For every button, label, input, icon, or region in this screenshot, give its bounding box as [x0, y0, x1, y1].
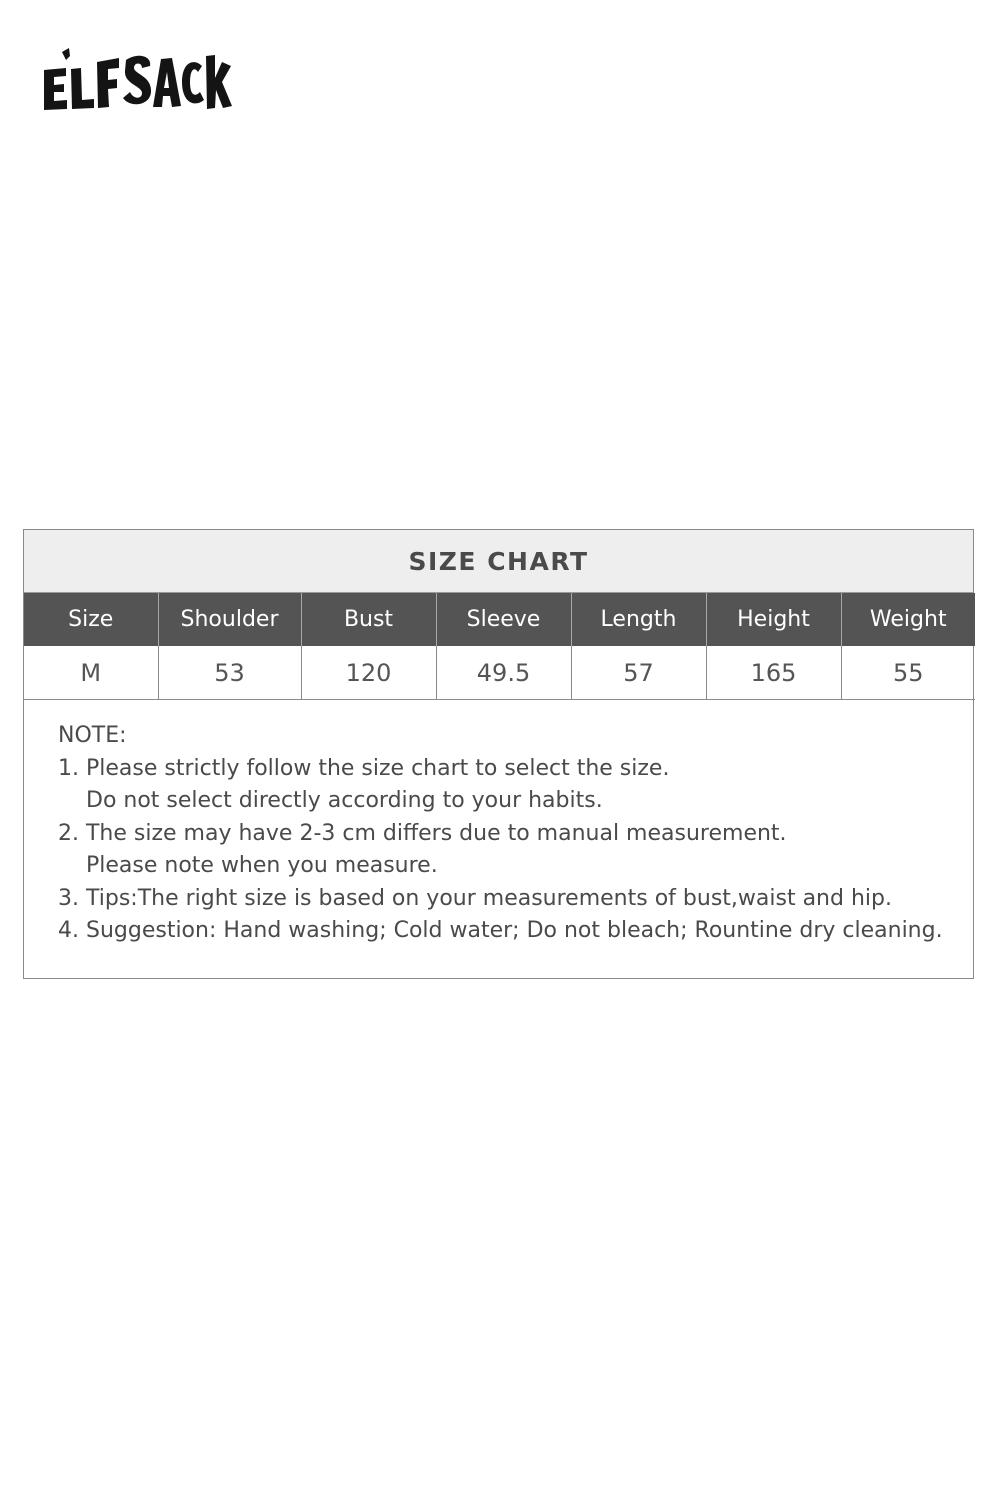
size-table — [24, 593, 975, 700]
note-line: Do not select directly according to your habits. — [86, 788, 603, 813]
cell-bust: 120 — [301, 646, 436, 700]
header-length: Length — [571, 593, 706, 646]
cell-length: 57 — [571, 646, 706, 700]
note-line: Please note when you measure. — [86, 853, 438, 878]
note-line: 4. Suggestion: Hand washing; Cold water; Do not bleach; Rountine dry cleaning. — [58, 918, 943, 943]
header-shoulder: Shoulder — [158, 593, 301, 646]
header-bust: Bust — [301, 593, 436, 646]
table-row — [24, 646, 975, 700]
elfsack-logo-icon — [42, 44, 232, 114]
header-sleeve: Sleeve — [436, 593, 571, 646]
cell-size: M — [24, 646, 158, 700]
size-chart-title: SIZE CHART — [24, 530, 973, 593]
cell-shoulder: 53 — [158, 646, 301, 700]
cell-weight: 55 — [841, 646, 975, 700]
brand-logo — [42, 44, 232, 114]
table-header-row — [24, 593, 975, 646]
note-line: 2. The size may have 2-3 cm differs due to manual measurement. — [58, 820, 787, 846]
note-line: 1. Please strictly follow the size chart to select the size. — [58, 755, 670, 781]
note-line: 3. Tips:The right size is based on your measurements of bust,waist and hip. — [58, 885, 892, 911]
header-height: Height — [706, 593, 841, 646]
size-chart — [23, 529, 974, 979]
header-weight: Weight — [841, 593, 975, 646]
cell-height: 165 — [706, 646, 841, 700]
notes-section — [24, 700, 973, 948]
cell-sleeve: 49.5 — [436, 646, 571, 700]
notes-heading: NOTE: — [58, 723, 127, 748]
header-size: Size — [24, 593, 158, 646]
